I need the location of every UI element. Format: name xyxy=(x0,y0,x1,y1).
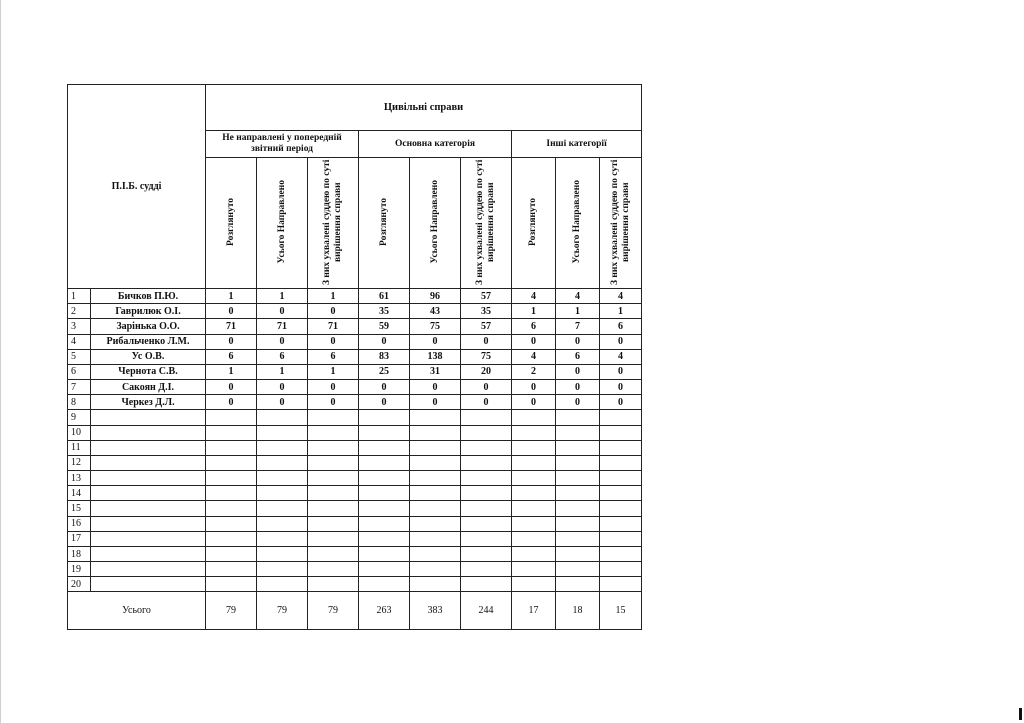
value-cell: 0 xyxy=(308,304,359,319)
value-cell: 6 xyxy=(206,349,257,364)
value-cell: 0 xyxy=(600,395,642,410)
value-cell xyxy=(206,425,257,440)
value-cell: 0 xyxy=(359,395,410,410)
value-cell xyxy=(556,425,600,440)
value-cell xyxy=(600,516,642,531)
value-cell xyxy=(359,516,410,531)
total-value: 383 xyxy=(410,592,461,630)
value-cell xyxy=(257,501,308,516)
value-cell: 0 xyxy=(206,380,257,395)
column-header-label: Усього Направлено xyxy=(429,179,440,264)
value-cell xyxy=(206,516,257,531)
value-cell xyxy=(410,486,461,501)
value-cell: 0 xyxy=(556,364,600,379)
table-row xyxy=(68,304,642,319)
value-cell xyxy=(512,516,556,531)
value-cell xyxy=(359,440,410,455)
section-title: Цивільні справи xyxy=(206,85,642,131)
value-cell xyxy=(556,486,600,501)
table-row xyxy=(68,395,642,410)
judge-name xyxy=(91,531,206,546)
value-cell: 0 xyxy=(556,395,600,410)
table-row xyxy=(68,334,642,349)
value-cell xyxy=(206,455,257,470)
value-cell xyxy=(257,531,308,546)
value-cell: 71 xyxy=(206,319,257,334)
value-cell xyxy=(600,577,642,592)
value-cell xyxy=(512,410,556,425)
value-cell: 1 xyxy=(206,289,257,304)
value-cell xyxy=(206,531,257,546)
table-row xyxy=(68,455,642,470)
value-cell xyxy=(512,471,556,486)
judge-name xyxy=(91,486,206,501)
value-cell xyxy=(556,501,600,516)
value-cell xyxy=(257,410,308,425)
row-number: 8 xyxy=(68,395,91,410)
value-cell xyxy=(206,471,257,486)
column-header-label: З них ухвалені суддею по суті вирішення справи xyxy=(322,158,344,285)
value-cell: 0 xyxy=(512,380,556,395)
value-cell xyxy=(410,562,461,577)
table-row xyxy=(68,410,642,425)
value-cell: 57 xyxy=(461,289,512,304)
value-cell: 0 xyxy=(206,395,257,410)
total-label: Усього xyxy=(68,592,206,630)
value-cell xyxy=(512,546,556,561)
value-cell xyxy=(359,410,410,425)
value-cell xyxy=(257,425,308,440)
value-cell xyxy=(308,562,359,577)
value-cell xyxy=(410,425,461,440)
row-number: 4 xyxy=(68,334,91,349)
value-cell xyxy=(461,531,512,546)
row-number: 5 xyxy=(68,349,91,364)
column-header xyxy=(308,158,359,289)
judge-name xyxy=(91,501,206,516)
value-cell xyxy=(206,546,257,561)
value-cell: 138 xyxy=(410,349,461,364)
value-cell xyxy=(206,501,257,516)
value-cell: 59 xyxy=(359,319,410,334)
table-row xyxy=(68,425,642,440)
value-cell: 0 xyxy=(556,334,600,349)
value-cell: 6 xyxy=(257,349,308,364)
value-cell: 4 xyxy=(512,289,556,304)
row-number: 9 xyxy=(68,410,91,425)
value-cell: 0 xyxy=(206,304,257,319)
row-number: 20 xyxy=(68,577,91,592)
value-cell xyxy=(359,455,410,470)
row-number: 14 xyxy=(68,486,91,501)
row-number: 15 xyxy=(68,501,91,516)
judge-name: Ус О.В. xyxy=(91,349,206,364)
total-value: 263 xyxy=(359,592,410,630)
value-cell: 6 xyxy=(308,349,359,364)
value-cell xyxy=(556,516,600,531)
value-cell xyxy=(359,501,410,516)
value-cell: 0 xyxy=(410,334,461,349)
value-cell: 35 xyxy=(359,304,410,319)
row-number: 11 xyxy=(68,440,91,455)
value-cell: 1 xyxy=(556,304,600,319)
total-row xyxy=(68,592,642,630)
value-cell xyxy=(512,425,556,440)
value-cell xyxy=(206,440,257,455)
value-cell: 0 xyxy=(257,395,308,410)
column-header xyxy=(410,158,461,289)
value-cell xyxy=(206,562,257,577)
value-cell: 71 xyxy=(308,319,359,334)
value-cell: 6 xyxy=(512,319,556,334)
value-cell xyxy=(410,577,461,592)
value-cell: 75 xyxy=(461,349,512,364)
value-cell: 35 xyxy=(461,304,512,319)
value-cell xyxy=(512,531,556,546)
value-cell: 0 xyxy=(308,380,359,395)
value-cell xyxy=(257,577,308,592)
value-cell: 0 xyxy=(257,380,308,395)
judge-name xyxy=(91,440,206,455)
column-header-label: Розглянуто xyxy=(225,197,236,246)
value-cell: 0 xyxy=(257,304,308,319)
value-cell: 1 xyxy=(600,304,642,319)
total-value: 18 xyxy=(556,592,600,630)
judge-name xyxy=(91,471,206,486)
civil-cases-table xyxy=(67,84,642,630)
judge-name xyxy=(91,410,206,425)
judge-name: Чернота С.В. xyxy=(91,364,206,379)
value-cell: 0 xyxy=(206,334,257,349)
value-cell xyxy=(308,577,359,592)
value-cell xyxy=(556,455,600,470)
column-header xyxy=(461,158,512,289)
value-cell xyxy=(359,471,410,486)
pib-header: П.І.Б. судді xyxy=(68,85,206,289)
value-cell: 6 xyxy=(556,349,600,364)
value-cell xyxy=(410,546,461,561)
table-row xyxy=(68,440,642,455)
scan-speck xyxy=(1019,708,1022,720)
column-header xyxy=(600,158,642,289)
value-cell: 71 xyxy=(257,319,308,334)
value-cell xyxy=(410,516,461,531)
value-cell xyxy=(308,471,359,486)
value-cell xyxy=(600,471,642,486)
column-header-label: З них ухвалені суддею по суті вирішення справи xyxy=(475,158,497,285)
value-cell: 1 xyxy=(257,289,308,304)
value-cell: 61 xyxy=(359,289,410,304)
value-cell: 0 xyxy=(359,334,410,349)
row-number: 1 xyxy=(68,289,91,304)
value-cell xyxy=(461,471,512,486)
row-number: 6 xyxy=(68,364,91,379)
column-header xyxy=(512,158,556,289)
value-cell xyxy=(410,455,461,470)
total-value: 79 xyxy=(257,592,308,630)
value-cell xyxy=(600,501,642,516)
value-cell xyxy=(600,531,642,546)
value-cell xyxy=(512,501,556,516)
value-cell: 0 xyxy=(600,380,642,395)
row-number: 16 xyxy=(68,516,91,531)
value-cell xyxy=(308,501,359,516)
value-cell xyxy=(359,562,410,577)
value-cell: 75 xyxy=(410,319,461,334)
row-number: 7 xyxy=(68,380,91,395)
judge-name: Черкез Д.Л. xyxy=(91,395,206,410)
value-cell xyxy=(600,425,642,440)
row-number: 10 xyxy=(68,425,91,440)
value-cell xyxy=(308,425,359,440)
value-cell xyxy=(461,501,512,516)
value-cell xyxy=(600,440,642,455)
judge-name: Рибальченко Л.М. xyxy=(91,334,206,349)
judge-name: Сакоян Д.І. xyxy=(91,380,206,395)
value-cell xyxy=(512,440,556,455)
value-cell xyxy=(556,471,600,486)
value-cell: 31 xyxy=(410,364,461,379)
value-cell xyxy=(512,562,556,577)
value-cell: 0 xyxy=(461,334,512,349)
total-value: 244 xyxy=(461,592,512,630)
value-cell: 83 xyxy=(359,349,410,364)
column-header xyxy=(556,158,600,289)
total-value: 79 xyxy=(308,592,359,630)
row-number: 19 xyxy=(68,562,91,577)
value-cell xyxy=(600,410,642,425)
value-cell xyxy=(600,486,642,501)
value-cell: 1 xyxy=(308,364,359,379)
value-cell xyxy=(461,516,512,531)
table-row xyxy=(68,577,642,592)
value-cell xyxy=(512,455,556,470)
table-row xyxy=(68,516,642,531)
column-header-label: Розглянуто xyxy=(378,197,389,246)
judge-name xyxy=(91,425,206,440)
value-cell: 43 xyxy=(410,304,461,319)
column-header xyxy=(359,158,410,289)
value-cell xyxy=(410,531,461,546)
value-cell xyxy=(461,577,512,592)
table-row xyxy=(68,562,642,577)
value-cell xyxy=(461,486,512,501)
column-header-label: З них ухвалені суддею по суті вирішення справи xyxy=(609,158,631,285)
value-cell xyxy=(461,455,512,470)
value-cell xyxy=(257,516,308,531)
total-value: 17 xyxy=(512,592,556,630)
column-header-label: Усього Направлено xyxy=(276,179,287,264)
value-cell: 0 xyxy=(556,380,600,395)
value-cell: 0 xyxy=(600,334,642,349)
value-cell xyxy=(359,577,410,592)
value-cell: 4 xyxy=(556,289,600,304)
value-cell xyxy=(461,425,512,440)
value-cell: 25 xyxy=(359,364,410,379)
value-cell: 1 xyxy=(257,364,308,379)
judge-name: Зарінька О.О. xyxy=(91,319,206,334)
value-cell xyxy=(206,486,257,501)
group-header: Не направлені у попередній звітний період xyxy=(206,131,359,158)
value-cell xyxy=(410,440,461,455)
value-cell: 1 xyxy=(512,304,556,319)
value-cell: 7 xyxy=(556,319,600,334)
group-header: Інші категорії xyxy=(512,131,642,158)
group-header: Основна категорія xyxy=(359,131,512,158)
value-cell xyxy=(556,562,600,577)
value-cell xyxy=(308,455,359,470)
table-row xyxy=(68,546,642,561)
column-header xyxy=(257,158,308,289)
value-cell: 6 xyxy=(600,319,642,334)
table-row xyxy=(68,364,642,379)
value-cell xyxy=(461,440,512,455)
table-row xyxy=(68,531,642,546)
value-cell xyxy=(410,501,461,516)
table-row xyxy=(68,319,642,334)
value-cell xyxy=(308,440,359,455)
row-number: 13 xyxy=(68,471,91,486)
value-cell: 0 xyxy=(512,395,556,410)
value-cell xyxy=(512,577,556,592)
value-cell: 4 xyxy=(600,349,642,364)
column-header xyxy=(206,158,257,289)
value-cell: 0 xyxy=(308,395,359,410)
value-cell xyxy=(308,516,359,531)
total-value: 15 xyxy=(600,592,642,630)
value-cell xyxy=(308,531,359,546)
value-cell xyxy=(359,486,410,501)
value-cell xyxy=(600,455,642,470)
value-cell xyxy=(257,471,308,486)
value-cell: 57 xyxy=(461,319,512,334)
row-number: 3 xyxy=(68,319,91,334)
value-cell xyxy=(257,440,308,455)
scan-edge xyxy=(0,0,1,723)
value-cell xyxy=(206,410,257,425)
value-cell xyxy=(308,410,359,425)
value-cell: 1 xyxy=(308,289,359,304)
table-row xyxy=(68,380,642,395)
column-header-label: Усього Направлено xyxy=(572,179,583,264)
column-header-label: Розглянуто xyxy=(528,197,539,246)
value-cell: 0 xyxy=(410,380,461,395)
row-number: 2 xyxy=(68,304,91,319)
table-row xyxy=(68,486,642,501)
judge-name xyxy=(91,577,206,592)
value-cell xyxy=(556,577,600,592)
value-cell: 0 xyxy=(461,380,512,395)
value-cell xyxy=(257,455,308,470)
value-cell: 0 xyxy=(410,395,461,410)
value-cell: 0 xyxy=(359,380,410,395)
value-cell xyxy=(556,410,600,425)
table-row xyxy=(68,289,642,304)
value-cell: 0 xyxy=(461,395,512,410)
judge-name xyxy=(91,546,206,561)
value-cell xyxy=(600,546,642,561)
value-cell: 0 xyxy=(600,364,642,379)
value-cell: 0 xyxy=(512,334,556,349)
row-number: 18 xyxy=(68,546,91,561)
value-cell xyxy=(461,562,512,577)
row-number: 12 xyxy=(68,455,91,470)
table-row xyxy=(68,349,642,364)
value-cell: 4 xyxy=(600,289,642,304)
value-cell: 1 xyxy=(206,364,257,379)
value-cell xyxy=(257,546,308,561)
judge-name: Гаврилюк О.І. xyxy=(91,304,206,319)
row-number: 17 xyxy=(68,531,91,546)
value-cell: 96 xyxy=(410,289,461,304)
value-cell xyxy=(308,486,359,501)
value-cell: 0 xyxy=(308,334,359,349)
value-cell xyxy=(461,410,512,425)
judge-name xyxy=(91,562,206,577)
value-cell: 4 xyxy=(512,349,556,364)
value-cell xyxy=(308,546,359,561)
value-cell xyxy=(359,531,410,546)
value-cell xyxy=(512,486,556,501)
value-cell xyxy=(600,562,642,577)
judge-name xyxy=(91,516,206,531)
judge-name: Бичков П.Ю. xyxy=(91,289,206,304)
value-cell xyxy=(359,425,410,440)
table-row xyxy=(68,471,642,486)
value-cell xyxy=(206,577,257,592)
value-cell xyxy=(410,471,461,486)
table-row xyxy=(68,501,642,516)
value-cell xyxy=(257,562,308,577)
value-cell xyxy=(257,486,308,501)
judge-name xyxy=(91,455,206,470)
value-cell xyxy=(556,531,600,546)
value-cell: 2 xyxy=(512,364,556,379)
total-value: 79 xyxy=(206,592,257,630)
value-cell: 0 xyxy=(257,334,308,349)
value-cell xyxy=(461,546,512,561)
value-cell: 20 xyxy=(461,364,512,379)
value-cell xyxy=(359,546,410,561)
value-cell xyxy=(556,546,600,561)
value-cell xyxy=(410,410,461,425)
value-cell xyxy=(556,440,600,455)
